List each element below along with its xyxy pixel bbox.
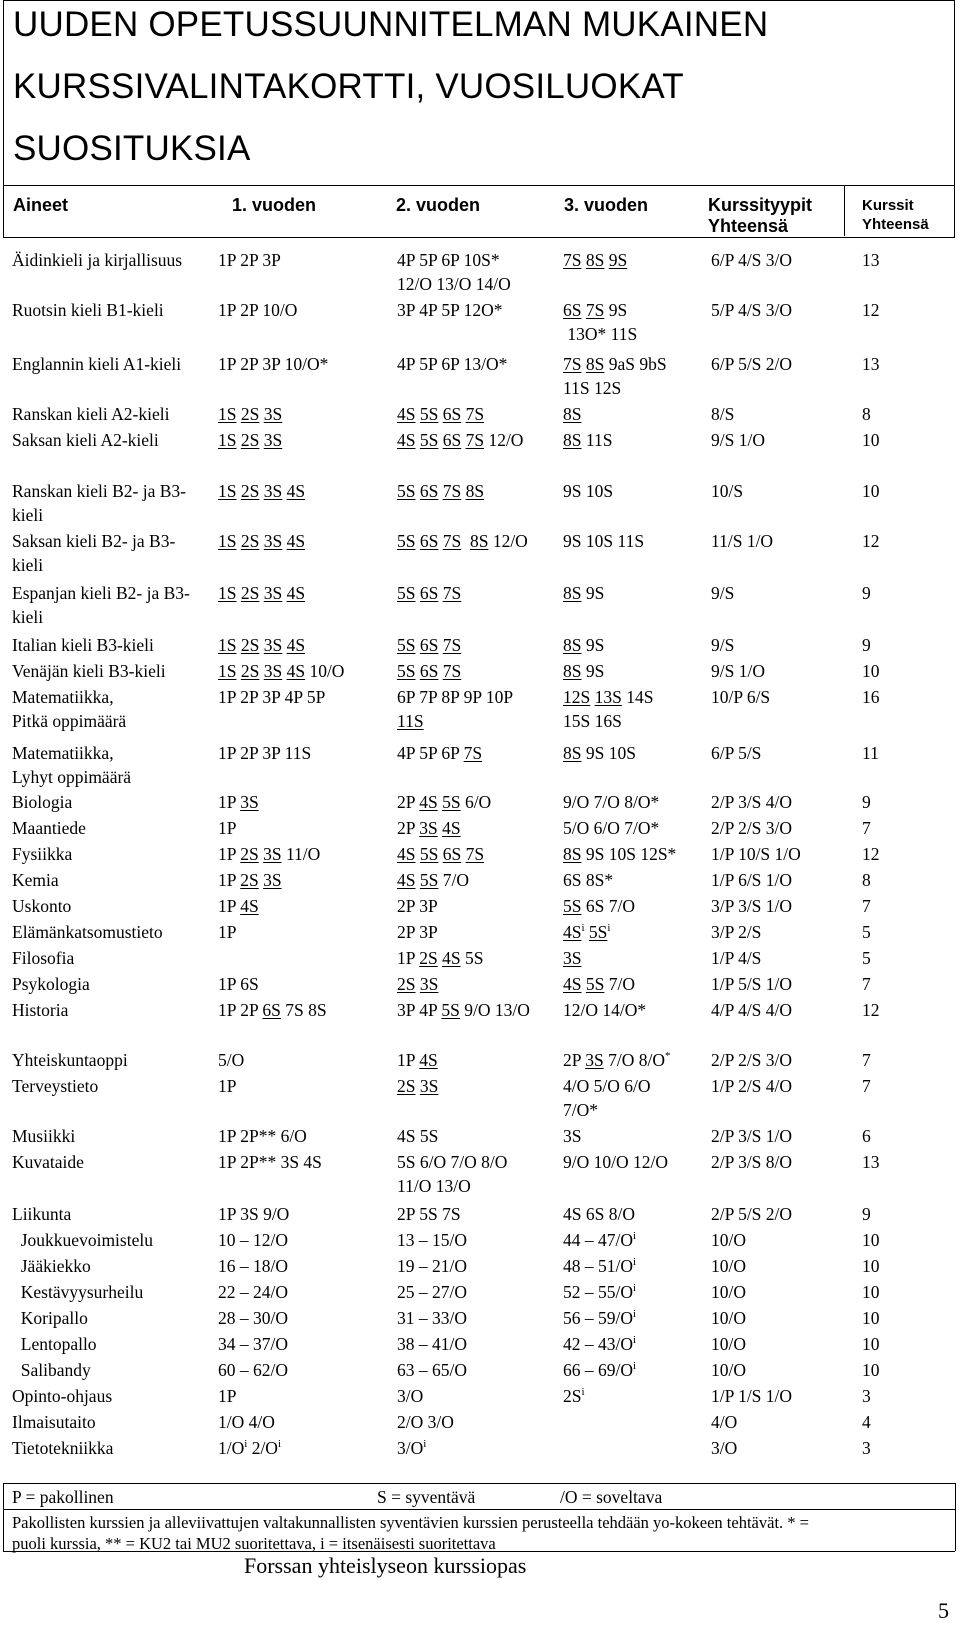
cell-y3: 8S 9S [563, 635, 605, 655]
cell-y2: 6P 7P 8P 9P 10P [397, 687, 514, 707]
cell-y1: 1P 2S 3S 11/O [218, 844, 321, 864]
cell-y1: 1S 2S 3S 4S [218, 635, 306, 655]
cell-total: 10 [862, 1256, 880, 1276]
cell-total: 10 [862, 1334, 880, 1354]
cell-subject: Jääkiekko [12, 1256, 91, 1276]
cell-y3: 9S 10S 11S [563, 531, 645, 551]
cell-total: 13 [862, 354, 880, 374]
cell-y2: 11/O 13/O [397, 1176, 471, 1196]
cell-y3: 6S 7S 9S [563, 300, 628, 320]
cell-y3: $48 - 51/O^i$ [563, 1256, 637, 1276]
cell-total: 13 [862, 250, 880, 270]
cell-subject: Joukkuevoimistelu [12, 1230, 153, 1250]
cell-subject: Englannin kieli A1-kieli [12, 354, 182, 374]
cell-types: 2/P 5/S 2/O [711, 1204, 793, 1224]
cell-subject: Kuvataide [12, 1152, 84, 1172]
cell-total: 7 [862, 1050, 871, 1070]
cell-types: 11/S 1/O [711, 531, 774, 551]
cell-subject: kieli [12, 607, 44, 627]
cell-y2: 5S 6S 7S 8S 12/O [397, 531, 528, 551]
cell-y1: 1P 3S [218, 792, 259, 812]
note-line-1: Pakollisten kurssien ja alleviivattujen valtakunnallisten syventävien kurssien perusteella tehdään yo-kokeen tehtävät. * = [12, 1513, 809, 1532]
cell-total: 3 [862, 1386, 871, 1406]
cell-total: 10 [862, 661, 880, 681]
cell-y1: 60 – 62/O [218, 1360, 288, 1380]
cell-subject: Liikunta [12, 1204, 72, 1224]
cell-y3: 15S 16S [563, 711, 622, 731]
cell-total: 11 [862, 743, 879, 763]
cell-subject: Lentopallo [12, 1334, 97, 1354]
cell-types: 6/P 4/S 3/O [711, 250, 793, 270]
cell-y2: 5S 6S 7S [397, 661, 462, 681]
cell-total: 8 [862, 870, 871, 890]
cell-y3: 7S 8S 9S [563, 250, 628, 270]
cell-y3: 4S 6S 8/O [563, 1204, 635, 1224]
header-year-3: 3. vuoden [564, 195, 649, 215]
cell-subject: Opinto-ohjaus [12, 1386, 113, 1406]
cell-y2: 38 – 41/O [397, 1334, 467, 1354]
cell-y2: 2P 3P [397, 896, 438, 916]
cell-types: 10/P 6/S [711, 687, 771, 707]
cell-y2: 4S 5S 7/O [397, 870, 469, 890]
cell-types: 1/P 4/S [711, 948, 762, 968]
cell-subject: Saksan kieli B2- ja B3- [12, 531, 176, 551]
cell-total: 10 [862, 1282, 880, 1302]
cell-y1: 1S 2S 3S 4S [218, 583, 306, 603]
cell-y2: $3/O^i$ [397, 1438, 427, 1458]
cell-y1: 1P 2P 10/O [218, 300, 298, 320]
cell-y3: 8S 9S 10S 12S* [563, 844, 677, 864]
cell-subject: kieli [12, 555, 44, 575]
cell-y2: 5S 6S 7S [397, 583, 462, 603]
cell-types: 10/O [711, 1308, 746, 1328]
cell-types: 2/P 3/S 4/O [711, 792, 793, 812]
cell-subject: Elämänkatsomustieto [12, 922, 163, 942]
cell-subject: Venäjän kieli B3-kieli [12, 661, 166, 681]
cell-total: 7 [862, 818, 871, 838]
cell-y3: 9/O 7/O 8/O* [563, 792, 660, 812]
cell-y3: 12S 13S 14S [563, 687, 654, 707]
cell-total: 16 [862, 687, 880, 707]
cell-types: 10/O [711, 1360, 746, 1380]
cell-subject: Kemia [12, 870, 59, 890]
cell-total: 10 [862, 430, 880, 450]
cell-y1: 10 – 12/O [218, 1230, 288, 1250]
cell-y2: 31 – 33/O [397, 1308, 467, 1328]
cell-y2: 5S 6S 7S 8S [397, 481, 485, 501]
footer-title: Forssan yhteislyseon kurssiopas [244, 1553, 527, 1578]
cell-y1: 1P 2P 3P 11S [218, 743, 312, 763]
cell-y3: 6S 8S* [563, 870, 614, 890]
cell-y1: 1P 2P 6S 7S 8S [218, 1000, 327, 1020]
cell-y2: 1P 2S 4S 5S [397, 948, 484, 968]
cell-y2: 2P 5S 7S [397, 1204, 461, 1224]
cell-y3: $4S^i$ $5S^i$ [563, 922, 611, 942]
cell-y2: 25 – 27/O [397, 1282, 467, 1302]
cell-y3: $2S^i$ [563, 1386, 585, 1406]
cell-total: 5 [862, 922, 871, 942]
cell-y3: 9/O 10/O 12/O [563, 1152, 668, 1172]
cell-y1: 1P [218, 1386, 237, 1406]
cell-subject: Salibandy [12, 1360, 91, 1380]
cell-subject: Uskonto [12, 896, 72, 916]
cell-total: 12 [862, 1000, 880, 1020]
cell-y1: 1S 2S 3S [218, 430, 283, 450]
cell-y3: $66 - 69/O^i$ [563, 1360, 637, 1380]
cell-y1: 1P 2S 3S [218, 870, 282, 890]
cell-y2: 2P 3P [397, 922, 438, 942]
cell-types: 2/P 2/S 3/O [711, 818, 793, 838]
cell-y2: 4S 5S 6S 7S [397, 844, 485, 864]
cell-y2: 3P 4P 5S 9/O 13/O [397, 1000, 530, 1020]
cell-y1: 1S 2S 3S [218, 404, 283, 424]
cell-types: 1/P 10/S 1/O [711, 844, 801, 864]
cell-y3: $56 - 59/O^i$ [563, 1308, 637, 1328]
cell-y3: 8S 9S 10S [563, 743, 636, 763]
cell-y2: 19 – 21/O [397, 1256, 467, 1276]
cell-subject: Yhteiskuntaoppi [12, 1050, 128, 1070]
cell-subject: Koripallo [12, 1308, 88, 1328]
cell-total: 9 [862, 792, 871, 812]
cell-types: 9/S 1/O [711, 430, 765, 450]
cell-subject: Kestävyysurheilu [12, 1282, 144, 1302]
cell-y2: 5S 6/O 7/O 8/O [397, 1152, 508, 1172]
cell-y2: 4P 5P 6P 7S [397, 743, 483, 763]
cell-y2: 4P 5P 6P 10S* [397, 250, 500, 270]
cell-y3: 3S [563, 948, 582, 968]
cell-types: 5/P 4/S 3/O [711, 300, 793, 320]
cell-y3: 4/O 5/O 6/O [563, 1076, 651, 1096]
cell-total: 12 [862, 844, 880, 864]
cell-y1: $1/O^i$ $2/O^i$ [218, 1438, 281, 1458]
cell-y1: 28 – 30/O [218, 1308, 288, 1328]
cell-total: 4 [862, 1412, 871, 1432]
cell-types: 4/O [711, 1412, 738, 1432]
cell-subject: Historia [12, 1000, 69, 1020]
cell-types: 9/S [711, 635, 735, 655]
cell-subject: Saksan kieli A2-kieli [12, 430, 159, 450]
cell-types: 10/O [711, 1230, 746, 1250]
cell-y2: 2P 4S 5S 6/O [397, 792, 492, 812]
cell-subject: kieli [12, 505, 44, 525]
cell-y1: 1P 6S [218, 974, 259, 994]
cell-types: 1/P 5/S 1/O [711, 974, 793, 994]
cell-y3: 8S 9S [563, 583, 605, 603]
cell-types: 9/S [711, 583, 735, 603]
cell-types: 6/P 5/S 2/O [711, 354, 793, 374]
cell-total: 7 [862, 974, 871, 994]
cell-total: 10 [862, 1360, 880, 1380]
header-course-types-total: Yhteensä [708, 216, 789, 236]
cell-y3: 8S 11S [563, 430, 613, 450]
cell-y3: 5S 6S 7/O [563, 896, 635, 916]
cell-total: 12 [862, 531, 880, 551]
cell-total: 10 [862, 1230, 880, 1250]
cell-y2: 2S 3S [397, 1076, 439, 1096]
cell-y1: 1S 2S 3S 4S [218, 481, 306, 501]
cell-subject: Äidinkieli ja kirjallisuus [12, 250, 183, 270]
note-bottom-line [3, 1551, 955, 1552]
cell-y2: 4P 5P 6P 13/O* [397, 354, 508, 374]
cell-types: 4/P 4/S 4/O [711, 1000, 793, 1020]
cell-subject: Matematiikka, [12, 687, 114, 707]
title-line-1: UUDEN OPETUSSUUNNITELMAN MUKAINEN [13, 5, 769, 44]
cell-y2: 3/O [397, 1386, 424, 1406]
cell-subject: Tietotekniikka [12, 1438, 114, 1458]
cell-types: 1/P 1/S 1/O [711, 1386, 793, 1406]
cell-y1: 1P 2P 3P [218, 250, 281, 270]
cell-total: 10 [862, 1308, 880, 1328]
cell-total: 7 [862, 896, 871, 916]
header-courses: Kurssit [862, 197, 914, 214]
legend-soveltava: /O = soveltava [560, 1487, 663, 1507]
page-number: 5 [938, 1598, 949, 1623]
cell-y1: 1/O 4/O [218, 1412, 275, 1432]
cell-subject: Ruotsin kieli B1-kieli [12, 300, 164, 320]
cell-subject: Espanjan kieli B2- ja B3- [12, 583, 190, 603]
cell-y1: 22 – 24/O [218, 1282, 288, 1302]
cell-y1: 1S 2S 3S 4S 10/O [218, 661, 345, 681]
cell-total: 9 [862, 583, 871, 603]
cell-types: 2/P 2/S 3/O [711, 1050, 793, 1070]
cell-types: 10/O [711, 1282, 746, 1302]
note-box-left [3, 1483, 4, 1551]
cell-types: 3/O [711, 1438, 738, 1458]
header-year-1: 1. vuoden [232, 195, 317, 215]
cell-y1: 1P 3S 9/O [218, 1204, 290, 1224]
cell-y3: 12/O 14/O* [563, 1000, 647, 1020]
cell-subject: Ranskan kieli A2-kieli [12, 404, 170, 424]
cell-y2: 3P 4P 5P 12O* [397, 300, 503, 320]
cell-y3: $44 - 47/O^i$ [563, 1230, 637, 1250]
cell-y2: 63 – 65/O [397, 1360, 467, 1380]
cell-types: 9/S 1/O [711, 661, 765, 681]
cell-types: 10/S [711, 481, 744, 501]
cell-y1: 1P 2P** 6/O [218, 1126, 307, 1146]
cell-types: 1/P 2/S 4/O [711, 1076, 793, 1096]
title-line-2: KURSSIVALINTAKORTTI, VUOSILUOKAT [13, 67, 684, 106]
cell-y1: 5/O [218, 1050, 245, 1070]
cell-y3: 11S 12S [563, 378, 622, 398]
cell-subject: Matematiikka, [12, 743, 114, 763]
cell-subject: Terveystieto [12, 1076, 99, 1096]
cell-subject: Fysiikka [12, 844, 73, 864]
cell-y1: 1S 2S 3S 4S [218, 531, 306, 551]
cell-total: 5 [862, 948, 871, 968]
legend-top-line [3, 1483, 955, 1484]
cell-y2: 5S 6S 7S [397, 635, 462, 655]
cell-y2: 11S [397, 711, 424, 731]
cell-y1: 1P [218, 922, 237, 942]
cell-subject: Maantiede [12, 818, 86, 838]
cell-y2: 4S 5S [397, 1126, 439, 1146]
cell-subject: Lyhyt oppimäärä [12, 767, 132, 787]
cell-y3: 4S 5S 7/O [563, 974, 635, 994]
cell-subject: Pitkä oppimäärä [12, 711, 127, 731]
cell-types: 8/S [711, 404, 735, 424]
cell-y3: 7S 8S 9aS 9bS [563, 354, 667, 374]
cell-y1: 1P 2P 3P 10/O* [218, 354, 329, 374]
cell-y2: 2/O 3/O [397, 1412, 454, 1432]
note-box-right [955, 1483, 956, 1551]
cell-y3: 13O* 11S [563, 324, 638, 344]
cell-y2: 1P 4S [397, 1050, 438, 1070]
cell-types: 3/P 3/S 1/O [711, 896, 793, 916]
cell-y2: 12/O 13/O 14/O [397, 274, 511, 294]
cell-subject: Biologia [12, 792, 73, 812]
cell-total: 12 [862, 300, 880, 320]
cell-y3: 8S 9S [563, 661, 605, 681]
cell-y3: 8S [563, 404, 582, 424]
cell-total: 10 [862, 481, 880, 501]
cell-subject: Filosofia [12, 948, 75, 968]
cell-y1: 1P [218, 1076, 237, 1096]
cell-y3: 7/O* [563, 1100, 598, 1120]
cell-total: 13 [862, 1152, 880, 1172]
cell-y2: 2P 3S 4S [397, 818, 461, 838]
cell-types: 3/P 2/S [711, 922, 762, 942]
cell-types: 10/O [711, 1334, 746, 1354]
legend-syventava: S = syventävä [377, 1487, 476, 1507]
cell-y3: 2P 3S 7/O 8/O* [563, 1050, 671, 1070]
cell-y2: 4S 5S 6S 7S [397, 404, 485, 424]
title-line-3: SUOSITUKSIA [13, 129, 251, 168]
cell-total: 6 [862, 1126, 871, 1146]
cell-y2: 13 – 15/O [397, 1230, 467, 1250]
cell-total: 8 [862, 404, 871, 424]
cell-y1: 34 – 37/O [218, 1334, 288, 1354]
header-aineet: Aineet [13, 195, 69, 215]
cell-y1: 16 – 18/O [218, 1256, 288, 1276]
cell-y3: $42 - 43/O^i$ [563, 1334, 637, 1354]
cell-y3: 5/O 6/O 7/O* [563, 818, 660, 838]
cell-y3: 3S [563, 1126, 582, 1146]
header-courses-total: Yhteensä [862, 216, 929, 233]
legend-pakollinen: P = pakollinen [12, 1487, 114, 1507]
cell-y1: 1P [218, 818, 237, 838]
cell-subject: Musiikki [12, 1126, 76, 1146]
cell-y1: 1P 2P 3P 4P 5P [218, 687, 326, 707]
header-course-types: Kurssityypit [708, 195, 813, 215]
cell-total: 7 [862, 1076, 871, 1096]
cell-types: 10/O [711, 1256, 746, 1276]
cell-total: 3 [862, 1438, 871, 1458]
cell-subject: Italian kieli B3-kieli [12, 635, 154, 655]
cell-subject: Ilmaisutaito [12, 1412, 96, 1432]
cell-y2: 4S 5S 6S 7S 12/O [397, 430, 524, 450]
cell-y1: 1P 2P** 3S 4S [218, 1152, 322, 1172]
cell-y2: 2S 3S [397, 974, 439, 994]
header-year-2: 2. vuoden [396, 195, 481, 215]
cell-y3: 9S 10S [563, 481, 614, 501]
cell-types: 1/P 6/S 1/O [711, 870, 793, 890]
cell-total: 9 [862, 635, 871, 655]
cell-types: 6/P 5/S [711, 743, 762, 763]
cell-subject: Ranskan kieli B2- ja B3- [12, 481, 187, 501]
cell-types: 2/P 3/S 1/O [711, 1126, 793, 1146]
cell-y1: 1P 4S [218, 896, 259, 916]
cell-y3: $52 - 55/O^i$ [563, 1282, 637, 1302]
cell-subject: Psykologia [12, 974, 90, 994]
cell-total: 9 [862, 1204, 871, 1224]
note-line-2: puoli kurssia, ** = KU2 tai MU2 suoritettava, i = itsenäisesti suoritettava [12, 1534, 496, 1553]
cell-types: 2/P 3/S 8/O [711, 1152, 793, 1172]
